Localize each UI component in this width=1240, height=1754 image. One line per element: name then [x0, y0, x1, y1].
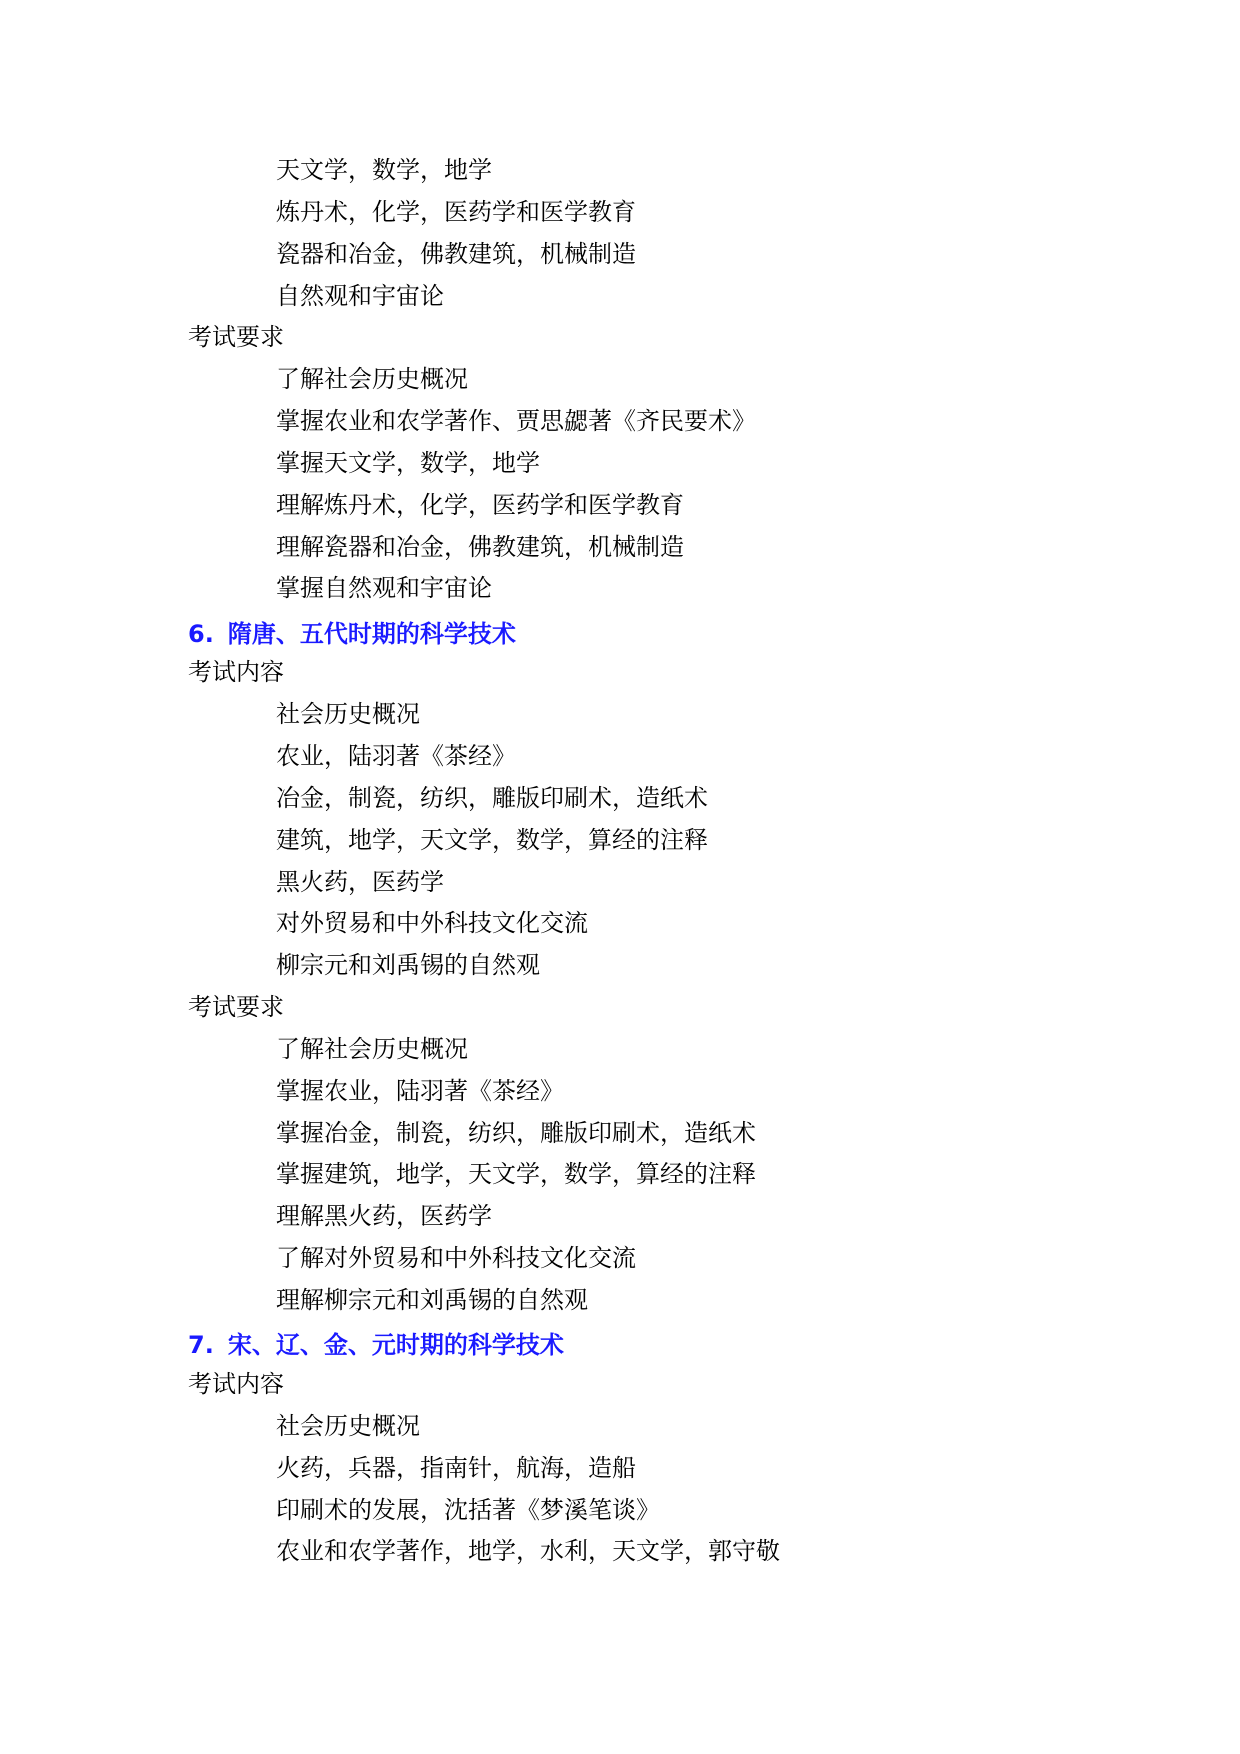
content-item: 火药，兵器，指南针，航海，造船 — [276, 1454, 636, 1482]
requirement-item: 理解柳宗元和刘禹锡的自然观 — [276, 1286, 588, 1314]
content-item: 社会历史概况 — [276, 700, 420, 728]
section-title: 隋唐、五代时期的科学技术 — [227, 620, 516, 648]
content-item: 炼丹术，化学，医药学和医学教育 — [276, 198, 636, 226]
content-item: 印刷术的发展，沈括著《梦溪笔谈》 — [276, 1496, 660, 1524]
content-item: 农业和农学著作，地学，水利，天文学，郭守敬 — [276, 1537, 780, 1565]
requirement-item: 掌握冶金，制瓷，纺织，雕版印刷术，造纸术 — [276, 1119, 756, 1147]
content-item: 对外贸易和中外科技文化交流 — [276, 909, 588, 937]
content-label: 考试内容 — [188, 1370, 284, 1398]
content-item: 自然观和宇宙论 — [276, 282, 444, 310]
content-item: 冶金，制瓷，纺织，雕版印刷术，造纸术 — [276, 784, 708, 812]
content-item: 黑火药，医药学 — [276, 868, 444, 896]
content-item: 农业，陆羽著《茶经》 — [276, 742, 516, 770]
requirement-item: 掌握农业和农学著作、贾思勰著《齐民要术》 — [276, 407, 756, 435]
requirement-item: 掌握建筑，地学，天文学，数学，算经的注释 — [276, 1160, 756, 1188]
requirement-item: 理解黑火药，医药学 — [276, 1202, 492, 1230]
requirement-item: 掌握农业，陆羽著《茶经》 — [276, 1077, 564, 1105]
content-item: 柳宗元和刘禹锡的自然观 — [276, 951, 540, 979]
section-heading — [188, 620, 516, 648]
section-title: 宋、辽、金、元时期的科学技术 — [227, 1331, 564, 1359]
requirement-item: 理解瓷器和冶金，佛教建筑，机械制造 — [276, 533, 684, 561]
content-item: 社会历史概况 — [276, 1412, 420, 1440]
requirements-label: 考试要求 — [188, 993, 284, 1021]
requirement-item: 了解社会历史概况 — [276, 1035, 468, 1063]
content-item: 瓷器和冶金，佛教建筑，机械制造 — [276, 240, 636, 268]
requirement-item: 了解社会历史概况 — [276, 365, 468, 393]
requirement-item: 了解对外贸易和中外科技文化交流 — [276, 1244, 636, 1272]
requirement-item: 掌握天文学，数学，地学 — [276, 449, 540, 477]
content-item: 建筑，地学，天文学，数学，算经的注释 — [276, 826, 708, 854]
content-label: 考试内容 — [188, 658, 284, 686]
section-number: 7. — [188, 1331, 214, 1359]
requirements-label: 考试要求 — [188, 323, 284, 351]
requirement-item: 理解炼丹术，化学，医药学和医学教育 — [276, 491, 684, 519]
content-item: 天文学，数学，地学 — [276, 156, 492, 184]
section-heading — [188, 1331, 564, 1359]
requirement-item: 掌握自然观和宇宙论 — [276, 574, 492, 602]
section-number: 6. — [188, 620, 214, 648]
